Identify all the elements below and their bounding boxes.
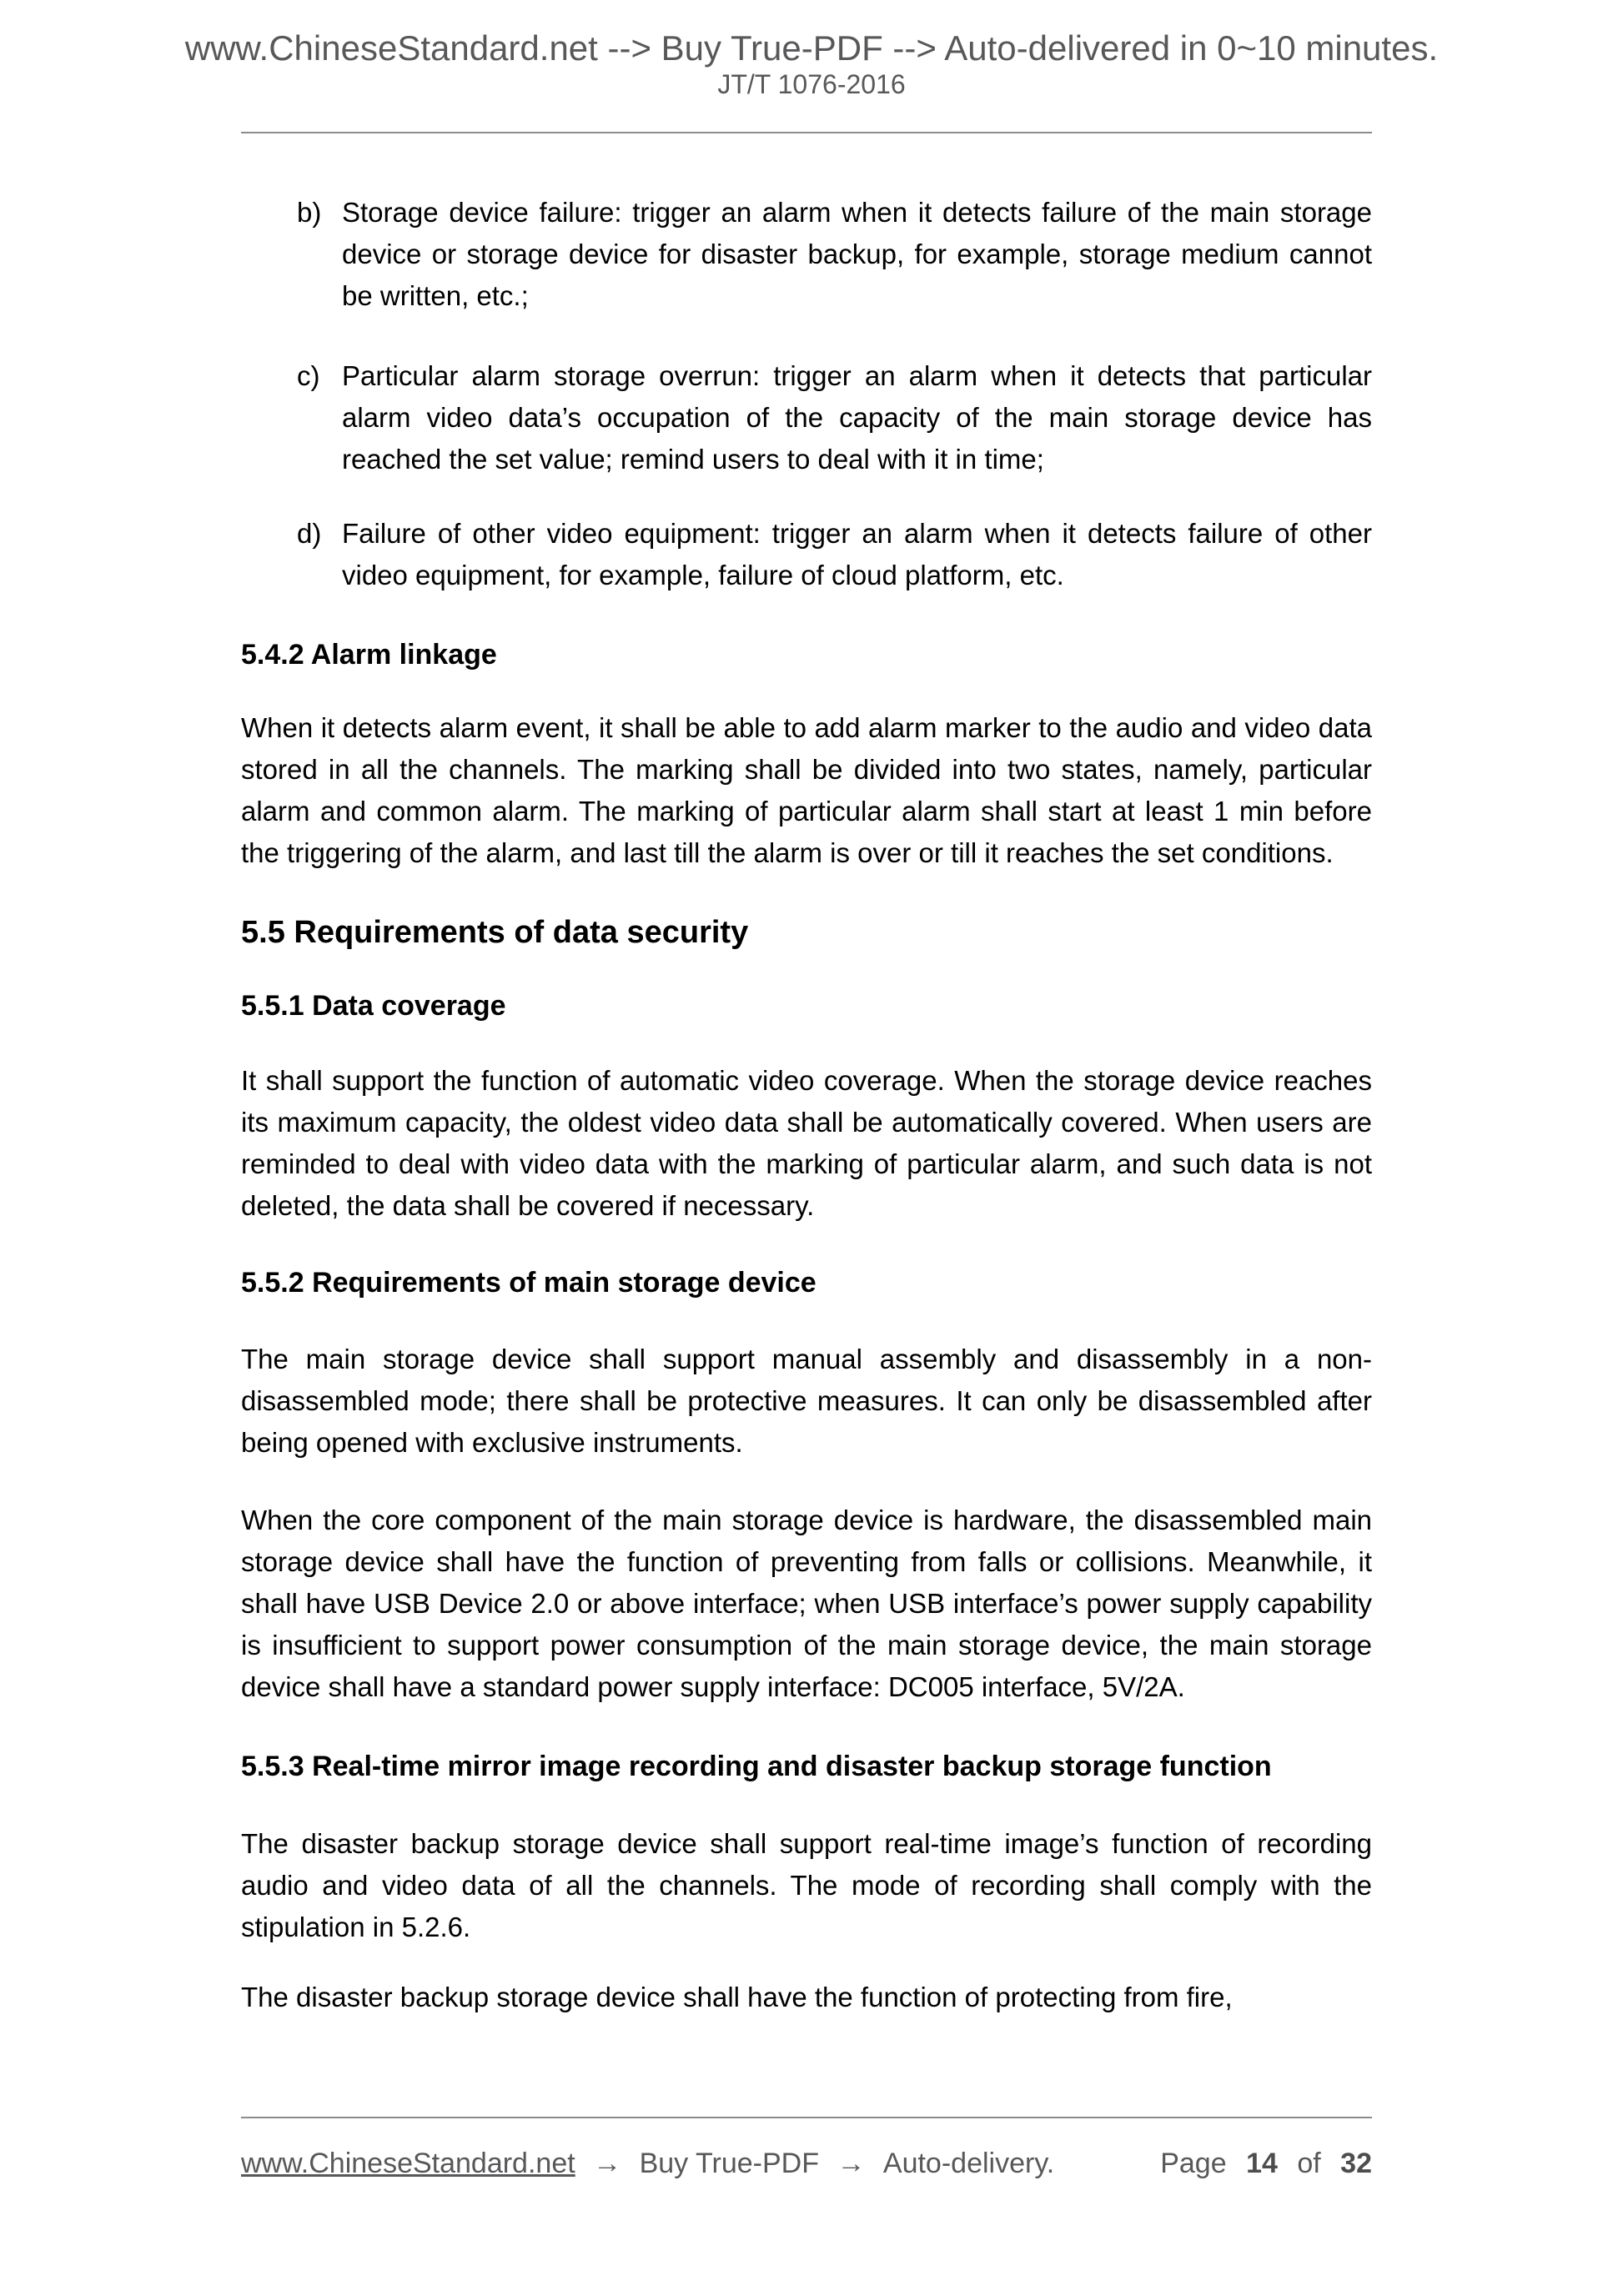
document-body: [0, 192, 1623, 2018]
footer-delivery-text: Auto-delivery.: [882, 2148, 1055, 2179]
paragraph-main-storage-1: The main storage device shall support manual assembly and disassembly in a non-disassembled mode; there shall be protective measures. It can only be disassembled after being opened with exclusive instruments.: [241, 1344, 1372, 1458]
list-item-b-label: b): [297, 197, 322, 228]
page-total: 32: [1340, 2148, 1372, 2179]
right-arrow-icon: →: [593, 2148, 622, 2179]
heading-5-5: 5.5 Requirements of data security: [241, 915, 749, 950]
header-banner-text: www.ChineseStandard.net --> Buy True-PDF --> Auto-delivered in 0~10 minutes.: [184, 28, 1439, 68]
list-item-c-text: Particular alarm storage overrun: trigger an alarm when it detects that particular alarm video data’s occupation of the capacity of the main storage device has reached the set value; remind users to deal with it in time;: [342, 360, 1372, 475]
page-of-label: of: [1297, 2148, 1321, 2179]
right-arrow-icon: →: [837, 2148, 866, 2179]
footer-site-link[interactable]: www.ChineseStandard.net: [241, 2148, 575, 2179]
footer-row: [241, 2147, 1372, 2180]
heading-5-5-1: 5.5.1 Data coverage: [241, 990, 506, 1022]
page-header: [0, 0, 1623, 98]
list-item-d-label: d): [297, 518, 322, 549]
header-rule: [241, 132, 1372, 133]
paragraph-main-storage-2: When the core component of the main storage device is hardware, the disassembled main storage device shall have the function of preventing from falls or collisions. Meanwhile, it shall have USB Device 2.0 or above interface; when USB interface’s power supply capability is insufficient to support power consumption of the main storage device, the main storage device shall have a standard power supply interface: DC005 interface, 5V/2A.: [241, 1505, 1372, 1702]
list-item-d: [297, 513, 1372, 596]
list-item-d-text: Failure of other video equipment: trigger an alarm when it detects failure of other video equipment, for example, failure of cloud platform, etc.: [342, 518, 1372, 590]
heading-5-4-2: 5.4.2 Alarm linkage: [241, 639, 497, 671]
list-item-c: [297, 355, 1372, 480]
paragraph-disaster-backup-1: The disaster backup storage device shall support real-time image’s function of recording audio and video data of all the channels. The mode of recording shall comply with the stipulation in 5.2.6.: [241, 1828, 1372, 1942]
paragraph-data-coverage: It shall support the function of automatic video coverage. When the storage device reaches its maximum capacity, the oldest video data shall be automatically covered. When users are reminded to deal with video data with the marking of particular alarm, and such data is not deleted, the data shall be covered if necessary.: [241, 1065, 1372, 1221]
heading-5-5-3: 5.5.3 Real-time mirror image recording and disaster backup storage function: [241, 1751, 1272, 1782]
heading-5-5-2: 5.5.2 Requirements of main storage device: [241, 1267, 817, 1299]
page-current: 14: [1246, 2148, 1278, 2179]
list-item-c-label: c): [297, 360, 320, 391]
paragraph-disaster-backup-2: The disaster backup storage device shall have the function of protecting from fire,: [241, 1982, 1233, 2012]
page-indicator: [1160, 2147, 1372, 2180]
doc-number: JT/T 1076-2016: [717, 69, 906, 99]
footer-rule: [241, 2117, 1372, 2118]
paragraph-alarm-linkage: When it detects alarm event, it shall be able to add alarm marker to the audio and video data stored in all the channels. The marking shall be divided into two states, namely, particular alarm and common alarm. The marking of particular alarm shall start at least 1 min before the triggering of the alarm, and last till the alarm is over or till it reaches the set conditions.: [241, 712, 1372, 868]
footer-buy-text: Buy True-PDF: [639, 2148, 819, 2179]
page-label: Page: [1160, 2148, 1227, 2179]
list-item-b-text: Storage device failure: trigger an alarm when it detects failure of the main storage device or storage device for disaster backup, for example, storage medium cannot be written, etc.;: [342, 197, 1372, 311]
footer-left: [241, 2147, 1054, 2180]
page-footer: [241, 2117, 1372, 2180]
list-item-b: [297, 192, 1372, 317]
